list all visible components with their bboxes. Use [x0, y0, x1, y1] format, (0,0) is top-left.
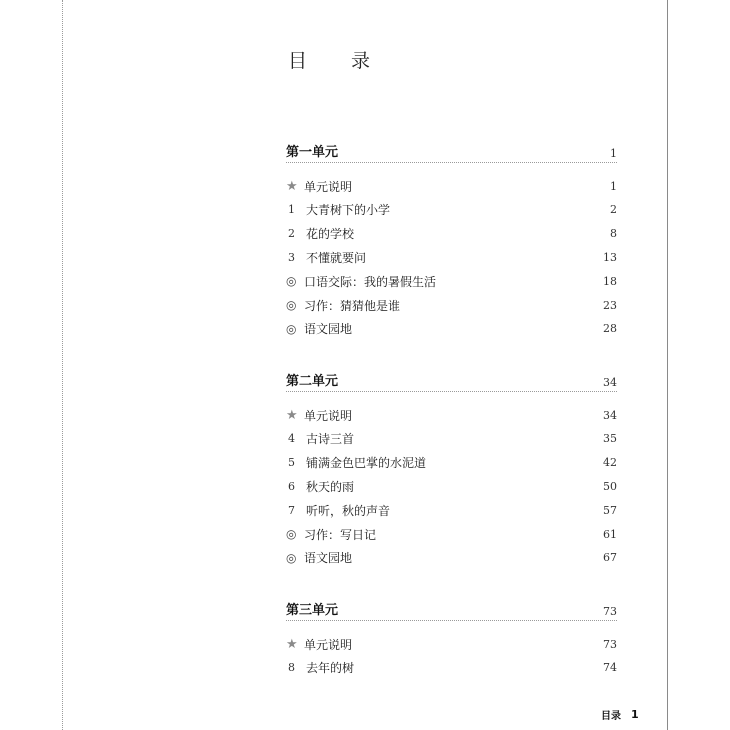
page-edge-right [667, 0, 668, 730]
lesson-number: 8 [288, 661, 295, 675]
entry-title: 单元说明 [304, 408, 353, 423]
star-icon: ★ [286, 407, 298, 423]
entry-page-number: 34 [603, 408, 617, 422]
entry-page-number: 35 [603, 432, 617, 446]
entry-page-number: 73 [603, 637, 617, 651]
lesson-number: 1 [288, 203, 295, 217]
toc-entry[interactable] [286, 248, 617, 266]
page-edge-left [62, 0, 63, 730]
entry-title: 单元说明 [304, 637, 353, 652]
entry-page-number: 13 [603, 250, 617, 264]
lesson-number: 3 [288, 250, 295, 264]
double-circle-icon: ◎ [286, 321, 297, 336]
entry-title: 习作：猜猜他是谁 [304, 298, 401, 313]
toc-entry[interactable] [286, 296, 617, 314]
entry-title: 铺满金色巴掌的水泥道 [306, 456, 427, 471]
unit-divider [286, 162, 617, 163]
lesson-number: 5 [288, 456, 295, 470]
toc-entry[interactable] [286, 525, 617, 543]
unit-title: 第三单元 [286, 603, 339, 618]
entry-page-number: 74 [603, 661, 617, 675]
entry-title: 古诗三首 [306, 432, 355, 447]
toc-entry[interactable] [286, 406, 617, 424]
star-icon: ★ [286, 178, 298, 194]
toc-entry[interactable] [286, 635, 617, 653]
unit-divider [286, 391, 617, 392]
entry-page-number: 42 [603, 456, 617, 470]
toc-entry[interactable] [286, 454, 617, 472]
star-icon: ★ [286, 636, 298, 652]
entry-title: 习作：写日记 [304, 527, 377, 542]
unit-header[interactable] [286, 598, 617, 618]
unit-page-number: 1 [610, 147, 617, 160]
lesson-number: 2 [288, 227, 295, 241]
toc-entry[interactable] [286, 659, 617, 677]
lesson-number: 6 [288, 479, 295, 493]
double-circle-icon: ◎ [286, 550, 297, 565]
entry-page-number: 28 [603, 322, 617, 336]
unit-page-number: 73 [603, 605, 617, 618]
entry-page-number: 67 [603, 551, 617, 565]
entry-page-number: 57 [603, 503, 617, 517]
footer-label: 目录 [601, 711, 621, 722]
toc-entry[interactable] [286, 177, 617, 195]
unit-title: 第二单元 [286, 374, 339, 389]
unit-page-number: 34 [603, 376, 617, 389]
toc-entry[interactable] [286, 272, 617, 290]
toc-entry[interactable] [286, 477, 617, 495]
toc-entry[interactable] [286, 430, 617, 448]
entry-page-number: 2 [610, 203, 617, 217]
toc-entry[interactable] [286, 549, 617, 567]
entry-title: 口语交际：我的暑假生活 [304, 274, 437, 289]
page-footer [601, 707, 639, 722]
entry-title: 语文园地 [304, 322, 353, 337]
lesson-number: 7 [288, 503, 295, 517]
entry-page-number: 1 [610, 179, 617, 193]
lesson-number: 4 [288, 432, 295, 446]
entry-title: 语文园地 [304, 551, 353, 566]
toc-entry[interactable] [286, 201, 617, 219]
entry-page-number: 50 [603, 479, 617, 493]
toc-entry[interactable] [286, 501, 617, 519]
double-circle-icon: ◎ [286, 527, 297, 541]
entry-title: 去年的树 [306, 661, 355, 676]
toc-entry[interactable] [286, 320, 617, 338]
entry-page-number: 18 [603, 274, 617, 288]
double-circle-icon: ◎ [286, 274, 297, 289]
unit-title: 第一单元 [286, 145, 339, 160]
entry-title: 不懂就要问 [306, 250, 367, 265]
unit-header[interactable] [286, 369, 617, 389]
entry-title: 大青树下的小学 [306, 203, 391, 218]
unit-divider [286, 620, 617, 621]
entry-page-number: 8 [610, 227, 617, 241]
entry-title: 花的学校 [306, 227, 355, 242]
entry-page-number: 61 [603, 527, 617, 541]
toc-entry[interactable] [286, 225, 617, 243]
page-title: 目 录 [288, 50, 390, 72]
entry-title: 听听，秋的声音 [306, 503, 391, 518]
entry-title: 单元说明 [304, 179, 353, 194]
unit-header[interactable] [286, 140, 617, 160]
double-circle-icon: ◎ [286, 298, 297, 312]
entry-title: 秋天的雨 [306, 479, 355, 494]
footer-page-number: 1 [631, 708, 639, 721]
entry-page-number: 23 [603, 298, 617, 312]
